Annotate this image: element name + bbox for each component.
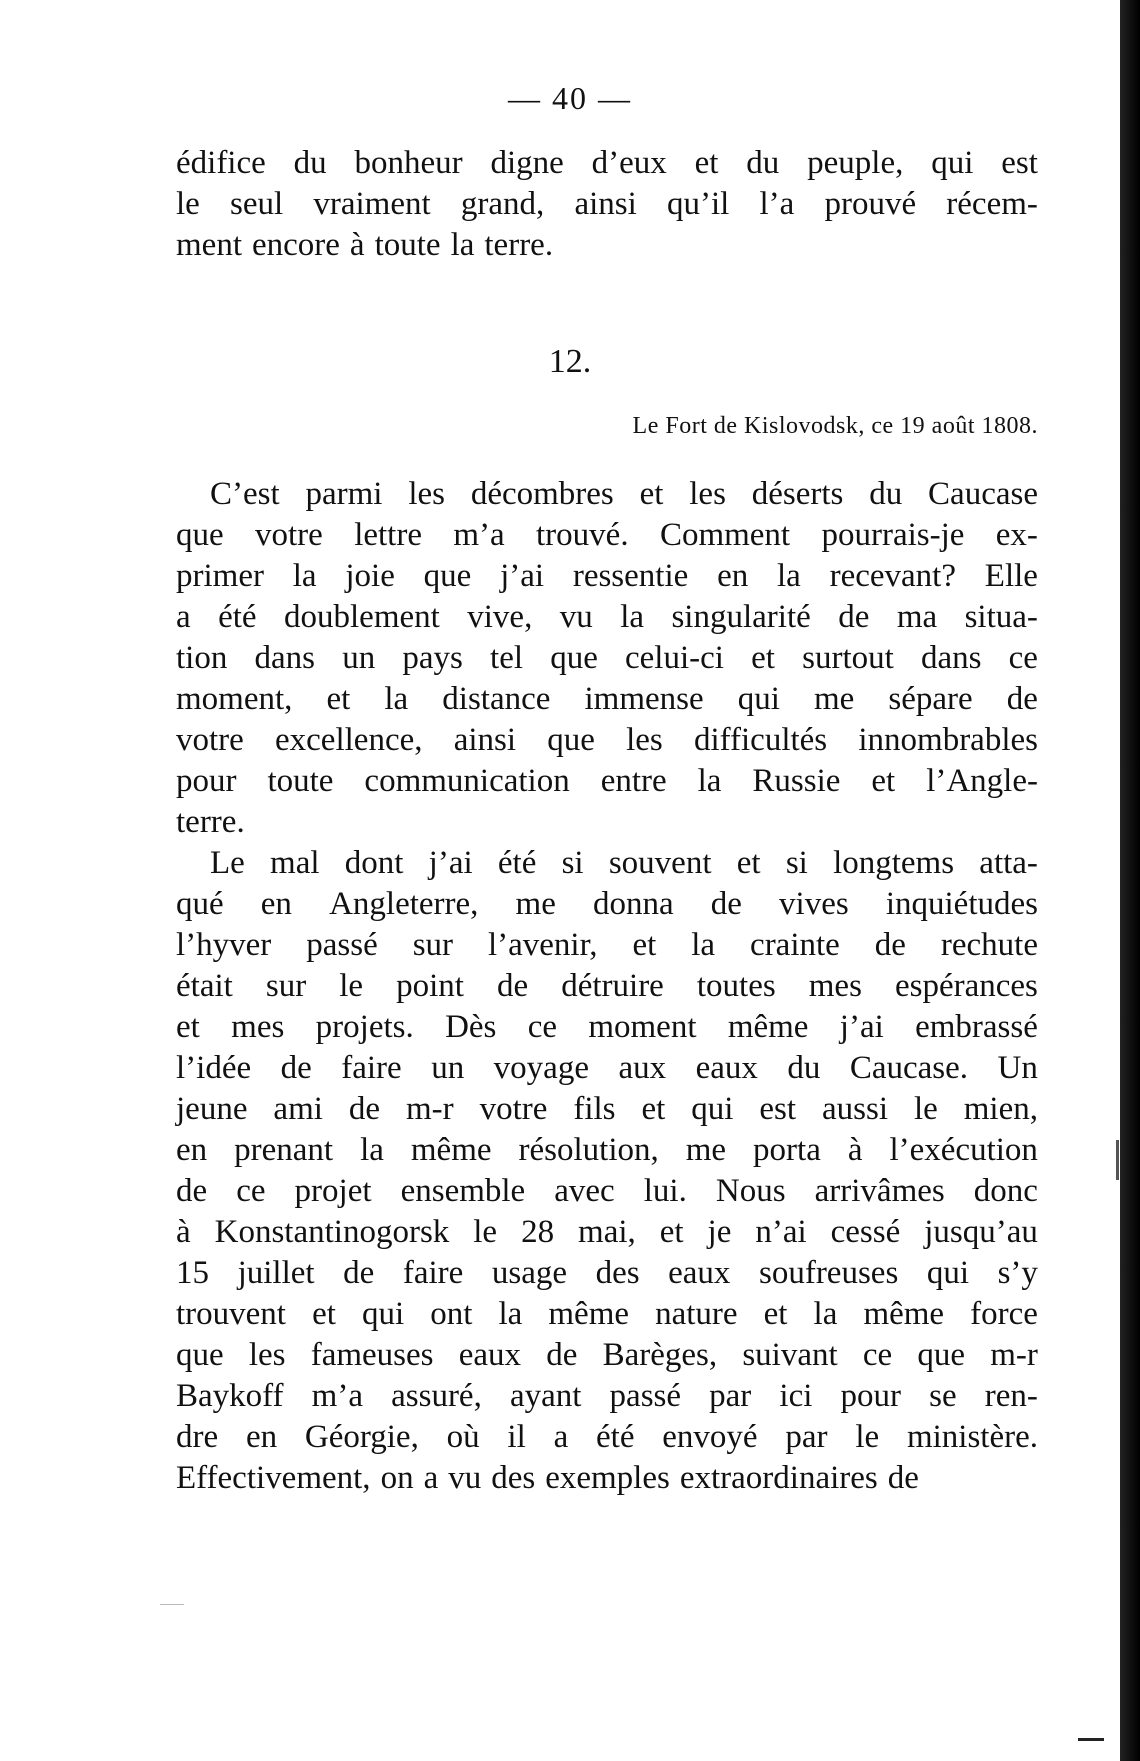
text-line	[176, 143, 1038, 184]
word: innombrables	[858, 722, 1038, 758]
word: Elle	[984, 558, 1038, 594]
word: les	[248, 1337, 286, 1373]
word: on	[380, 1460, 414, 1496]
word: j’ai	[500, 558, 545, 594]
word: crainte	[750, 927, 840, 963]
word: votre	[176, 722, 244, 758]
word: vraiment	[313, 186, 431, 222]
word: la	[498, 1296, 523, 1332]
word: du	[746, 145, 780, 181]
word: distance	[442, 681, 551, 717]
word: de	[546, 1337, 578, 1373]
word: s’y	[997, 1255, 1038, 1291]
word: me	[813, 681, 855, 717]
word: singularité	[671, 599, 811, 635]
word: difficultés	[693, 722, 828, 758]
word: du	[869, 476, 903, 512]
word: rechute	[940, 927, 1038, 963]
word: les	[626, 722, 663, 758]
word: de	[874, 927, 906, 963]
word: détruire	[561, 968, 664, 1004]
word: Angleterre,	[329, 886, 479, 922]
word: aussi	[822, 1091, 888, 1127]
word: est	[1001, 145, 1038, 181]
word: mai,	[578, 1214, 636, 1250]
word: donna	[592, 886, 674, 922]
word: jusqu’au	[924, 1214, 1038, 1250]
word: de	[348, 1091, 381, 1127]
word: Un	[997, 1050, 1038, 1086]
text-line	[176, 1130, 1038, 1171]
word: édifice	[176, 145, 266, 181]
word: l’a	[759, 186, 795, 222]
section-number: 12.	[548, 343, 592, 380]
word: qué	[176, 886, 224, 922]
word: primer	[176, 558, 264, 594]
word: situa-	[964, 599, 1038, 635]
text-line	[176, 843, 1038, 884]
word: eaux	[668, 1255, 731, 1291]
word: m-r	[990, 1337, 1038, 1373]
word: suivant	[742, 1337, 838, 1373]
word: excellence,	[275, 722, 423, 758]
text-line	[176, 1089, 1038, 1130]
text-line	[176, 1007, 1038, 1048]
word: force	[970, 1296, 1038, 1332]
text-line	[176, 556, 1038, 597]
word: la	[384, 681, 409, 717]
word: projet	[294, 1173, 372, 1209]
word: point	[396, 968, 464, 1004]
word: la	[691, 927, 716, 963]
word: entre	[600, 763, 667, 799]
word: ex-	[995, 517, 1038, 553]
word: où	[446, 1419, 480, 1455]
word: dre	[176, 1419, 219, 1455]
word: qu’il	[666, 186, 730, 222]
word: et	[176, 1009, 200, 1045]
word: et	[641, 1091, 666, 1127]
word: un	[342, 640, 376, 676]
word: en	[176, 1132, 208, 1168]
word: et	[871, 763, 896, 799]
word: du	[293, 145, 327, 181]
text-line	[176, 225, 1038, 266]
word: joie	[345, 558, 395, 594]
text-line	[176, 1171, 1038, 1212]
letter-body	[176, 474, 1038, 1499]
word: la	[777, 558, 801, 594]
word: avec	[554, 1173, 615, 1209]
word: qui	[926, 1255, 970, 1291]
word: ainsi	[574, 186, 637, 222]
word: mien,	[963, 1091, 1038, 1127]
word: récem-	[946, 186, 1038, 222]
word: doublement	[284, 599, 440, 635]
word: pays	[402, 640, 463, 676]
word: par	[785, 1419, 828, 1455]
word: me	[685, 1132, 727, 1168]
word: un	[431, 1050, 465, 1086]
word: et	[639, 476, 664, 512]
word: vives	[779, 886, 849, 922]
word: jeune	[176, 1091, 248, 1127]
word: mal	[270, 845, 320, 881]
word: juillet	[237, 1255, 315, 1291]
text-line	[176, 1253, 1038, 1294]
word: lettre	[354, 517, 422, 553]
word: faire	[402, 1255, 464, 1291]
word: toute	[267, 763, 334, 799]
word: celui-ci	[625, 640, 724, 676]
word: en	[260, 886, 292, 922]
word: de	[838, 599, 870, 635]
text-line	[176, 966, 1038, 1007]
word: immense	[584, 681, 704, 717]
word: en	[717, 558, 749, 594]
word: qui	[737, 681, 780, 717]
text-line	[176, 515, 1038, 556]
word: et	[736, 845, 761, 881]
word: la	[620, 599, 645, 635]
word: la	[360, 1132, 384, 1168]
text-line	[176, 1458, 1038, 1499]
word: l’exécution	[889, 1132, 1038, 1168]
word: Effectivement,	[176, 1460, 371, 1496]
word: exemples	[545, 1460, 670, 1496]
word: les	[689, 476, 726, 512]
word: longtems	[833, 845, 955, 881]
word: et	[312, 1296, 336, 1332]
word: toute	[374, 227, 441, 263]
word: n’ai	[755, 1214, 807, 1250]
text-line	[176, 474, 1038, 515]
word: été	[497, 845, 537, 881]
word: envoyé	[662, 1419, 758, 1455]
corner-mark	[1078, 1738, 1104, 1741]
word: trouvent	[176, 1296, 286, 1332]
word: arrivâmes	[814, 1173, 945, 1209]
word: eaux	[695, 1050, 758, 1086]
word: a	[553, 1419, 569, 1455]
word: passé	[609, 1378, 682, 1414]
word: prouvé	[824, 186, 917, 222]
word: Dès	[445, 1009, 497, 1045]
text-line	[176, 761, 1038, 802]
word: des	[491, 1460, 536, 1496]
word: recevant?	[829, 558, 957, 594]
word: ce	[1008, 640, 1038, 676]
word: usage	[491, 1255, 567, 1291]
word: ce	[236, 1173, 266, 1209]
word: et	[659, 1214, 684, 1250]
word: le	[339, 968, 364, 1004]
word: communication	[364, 763, 570, 799]
word: le	[473, 1214, 498, 1250]
word: j’ai	[428, 845, 473, 881]
word: surtout	[802, 640, 894, 676]
word: à	[176, 1214, 191, 1250]
word: digne	[490, 145, 564, 181]
word: aux	[618, 1050, 667, 1086]
word: Konstantinogorsk	[214, 1214, 450, 1250]
word: m-r	[405, 1091, 454, 1127]
word: ma	[896, 599, 938, 635]
word: cessé	[830, 1214, 901, 1250]
word: et	[632, 927, 657, 963]
word: de	[1006, 681, 1038, 717]
word: dans	[254, 640, 316, 676]
word: pour	[176, 763, 237, 799]
word: tel	[490, 640, 524, 676]
word: a	[176, 599, 191, 635]
word: ayant	[509, 1378, 582, 1414]
word: prenant	[234, 1132, 334, 1168]
word: de	[343, 1255, 375, 1291]
word: et	[694, 145, 719, 181]
word: que	[176, 1337, 224, 1373]
word: moment,	[176, 681, 293, 717]
word: sur	[265, 968, 307, 1004]
word: trouvé.	[536, 517, 629, 553]
text-line	[176, 1335, 1038, 1376]
word: la	[813, 1296, 838, 1332]
text-line	[176, 1376, 1038, 1417]
word: Russie	[752, 763, 841, 799]
word: faire	[341, 1050, 402, 1086]
word: le	[176, 186, 200, 222]
word: ministère.	[906, 1419, 1038, 1455]
word: de	[176, 1173, 208, 1209]
text-line	[176, 1048, 1038, 1089]
word: la	[450, 227, 475, 263]
word: a	[423, 1460, 439, 1496]
word: j’ai	[839, 1009, 884, 1045]
word: inquiétudes	[885, 886, 1038, 922]
word: votre	[479, 1091, 548, 1127]
word: je	[707, 1214, 732, 1250]
word: Géorgie,	[304, 1419, 419, 1455]
word: le	[855, 1419, 880, 1455]
word: tion	[176, 640, 228, 676]
word: été	[596, 1419, 635, 1455]
word: l’Angle-	[926, 763, 1038, 799]
word: parmi	[305, 476, 383, 512]
word: que	[176, 517, 224, 553]
word: eaux	[458, 1337, 522, 1373]
word: Le	[210, 845, 245, 881]
word: moment	[588, 1009, 697, 1045]
word: que	[550, 640, 598, 676]
text-line	[176, 638, 1038, 679]
word: atta-	[979, 845, 1038, 881]
word: terre.	[176, 804, 245, 840]
word: les	[408, 476, 445, 512]
word: C’est	[210, 476, 280, 512]
word: si	[561, 845, 584, 881]
word: ami	[273, 1091, 323, 1127]
word: l’idée	[176, 1050, 252, 1086]
word: Nous	[715, 1173, 786, 1209]
word: donc	[973, 1173, 1038, 1209]
text-line	[176, 597, 1038, 638]
word: décombres	[470, 476, 614, 512]
word: que	[547, 722, 595, 758]
text-line	[176, 1294, 1038, 1335]
word: Comment	[659, 517, 791, 553]
word: l’hyver	[176, 927, 272, 963]
word: et	[763, 1296, 788, 1332]
word: qui	[931, 145, 974, 181]
word: de	[887, 1460, 919, 1496]
word: sépare	[888, 681, 973, 717]
page-number: — 40 —	[508, 80, 632, 116]
word: nature	[655, 1296, 738, 1332]
word: lui.	[643, 1173, 687, 1209]
word: toutes	[696, 968, 776, 1004]
continuation-paragraph	[176, 143, 1038, 266]
word: de	[710, 886, 742, 922]
word: et	[326, 681, 351, 717]
word: par	[709, 1378, 752, 1414]
text-line	[176, 884, 1038, 925]
word: qui	[361, 1296, 405, 1332]
word: était	[176, 968, 233, 1004]
text-line	[176, 1212, 1038, 1253]
word: et	[751, 640, 775, 676]
word: il	[507, 1419, 526, 1455]
word: même	[727, 1009, 809, 1045]
word: en	[245, 1419, 278, 1455]
word: d’eux	[591, 145, 667, 181]
word: ment	[176, 227, 242, 263]
word: que	[917, 1337, 966, 1373]
word: dans	[920, 640, 982, 676]
word: seul	[230, 186, 284, 222]
word: m’a	[453, 517, 505, 553]
word: ce	[862, 1337, 893, 1373]
word: ce	[527, 1009, 558, 1045]
word: dont	[344, 845, 404, 881]
word: voyage	[493, 1050, 589, 1086]
word: extraordinaires	[679, 1460, 878, 1496]
text-line	[176, 184, 1038, 225]
word: grand,	[460, 186, 545, 222]
word: souvent	[608, 845, 712, 881]
word: pour	[840, 1378, 902, 1414]
text-line	[176, 1417, 1038, 1458]
word: terre.	[484, 227, 554, 263]
word: m’a	[311, 1378, 363, 1414]
word: 28	[521, 1214, 555, 1250]
word: embrassé	[915, 1009, 1038, 1045]
word: de	[280, 1050, 312, 1086]
word: passé	[306, 927, 378, 963]
word: bonheur	[354, 145, 463, 181]
margin-mark	[160, 1604, 184, 1605]
scan-edge-shadow	[1110, 0, 1140, 1761]
word: l’avenir,	[487, 927, 598, 963]
word: des	[595, 1255, 640, 1291]
word: que	[423, 558, 472, 594]
word: ren-	[984, 1378, 1038, 1414]
word: même	[410, 1132, 492, 1168]
word: Baykoff	[176, 1378, 284, 1414]
text-line	[176, 802, 1038, 843]
letter-dateline: Le Fort de Kislovodsk, ce 19 août 1808.	[632, 413, 1038, 439]
word: soufreuses	[758, 1255, 899, 1291]
word: ressentie	[572, 558, 689, 594]
word: sur	[412, 927, 454, 963]
word: ainsi	[453, 722, 517, 758]
word: peuple,	[807, 145, 904, 181]
word: qui	[691, 1091, 734, 1127]
word: mes	[808, 968, 862, 1004]
word: ici	[779, 1378, 813, 1414]
text-line	[176, 925, 1038, 966]
word: fameuses	[310, 1337, 434, 1373]
word: déserts	[751, 476, 844, 512]
word: me	[515, 886, 556, 922]
word: du	[787, 1050, 821, 1086]
word: pourrais-je	[821, 517, 965, 553]
word: fils	[573, 1091, 616, 1127]
word: Caucase.	[849, 1050, 969, 1086]
word: se	[929, 1378, 957, 1414]
word: de	[497, 968, 529, 1004]
word: mes	[231, 1009, 285, 1045]
text-line	[176, 720, 1038, 761]
word: porta	[753, 1132, 821, 1168]
word: est	[759, 1091, 797, 1127]
word: ensemble	[400, 1173, 526, 1209]
word: à	[349, 227, 365, 263]
word: ont	[430, 1296, 473, 1332]
word: votre	[255, 517, 323, 553]
word: la	[292, 558, 317, 594]
word: même	[863, 1296, 945, 1332]
word: résolution,	[518, 1132, 659, 1168]
word: été	[218, 599, 257, 635]
word: même	[548, 1296, 630, 1332]
word: le	[913, 1091, 938, 1127]
word: espérances	[894, 968, 1038, 1004]
word: encore	[251, 227, 340, 263]
word: projets.	[315, 1009, 414, 1045]
word: 15	[176, 1255, 209, 1291]
word: la	[697, 763, 722, 799]
word: Caucase	[928, 476, 1038, 512]
word: Barèges,	[602, 1337, 718, 1373]
word: vu	[448, 1460, 482, 1496]
word: vu	[559, 599, 593, 635]
text-line	[176, 679, 1038, 720]
word: vive,	[467, 599, 533, 635]
word: si	[785, 845, 808, 881]
word: assuré,	[391, 1378, 482, 1414]
word: à	[847, 1132, 863, 1168]
